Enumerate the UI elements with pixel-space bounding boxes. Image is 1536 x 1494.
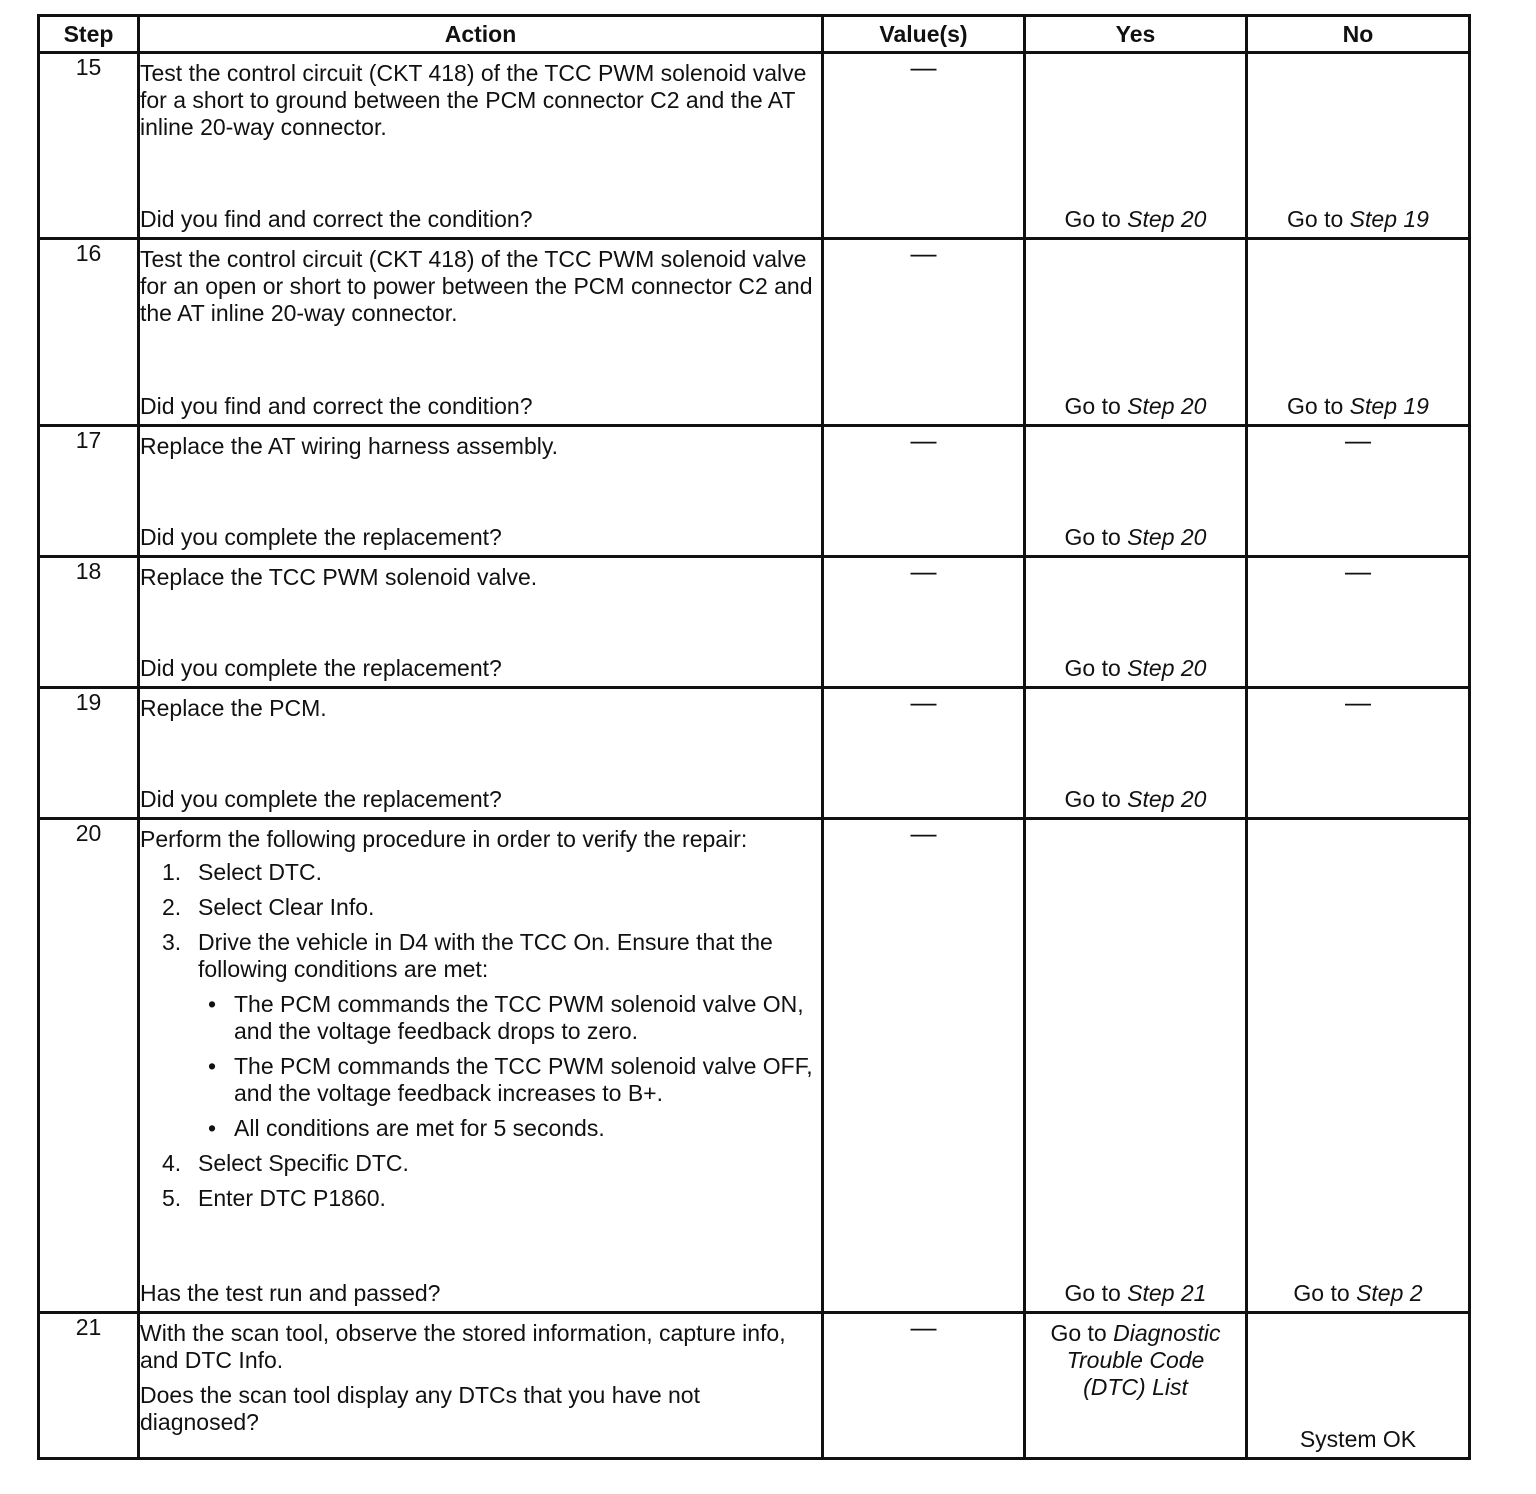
step-ref: Step 20 <box>1127 524 1207 550</box>
table-row-step-15 <box>39 53 1470 239</box>
action-cell <box>139 557 823 688</box>
action-text: Test the control circuit (CKT 418) of the TCC PWM solenoid valve for an open or short to power between the PCM connector C2 and the AT inline 20-way connector. <box>140 246 813 326</box>
procedure-step <box>140 859 821 886</box>
condition-item <box>198 1115 821 1142</box>
condition-text: The PCM commands the TCC PWM solenoid valve OFF, and the voltage feedback increases to B+. <box>234 1053 813 1106</box>
action-cell <box>139 426 823 557</box>
procedure-step-number: 2. <box>162 894 182 920</box>
goto-prefix: Go to <box>1064 786 1128 812</box>
step-ref: Step 19 <box>1349 393 1429 419</box>
action-cell <box>139 819 823 1313</box>
header-yes: Yes <box>1025 16 1247 53</box>
value-cell: — <box>823 557 1025 688</box>
goto-prefix: Go to <box>1064 1280 1128 1306</box>
action-question: Has the test run and passed? <box>140 1280 441 1306</box>
goto-prefix: Go to <box>1050 1320 1114 1346</box>
table-row-step-18 <box>39 557 1470 688</box>
action-question: Did you find and correct the condition? <box>140 393 533 419</box>
step-number: 15 <box>39 53 139 239</box>
action-question: Did you find and correct the condition? <box>140 206 533 232</box>
step-ref: Step 2 <box>1356 1280 1423 1306</box>
yes-goto-link[interactable] <box>1026 1320 1245 1401</box>
no-cell <box>1247 53 1470 239</box>
no-goto-link[interactable] <box>1293 1280 1422 1307</box>
yes-goto-link[interactable] <box>1065 655 1207 682</box>
procedure-step-text: Select Specific DTC. <box>198 1150 409 1176</box>
procedure-step-number: 5. <box>162 1185 182 1211</box>
header-values: Value(s) <box>823 16 1025 53</box>
step-ref: Step 21 <box>1127 1280 1207 1306</box>
goto-prefix: Go to <box>1293 1280 1357 1306</box>
yes-goto-link[interactable] <box>1065 1280 1207 1307</box>
procedure-step-text: Enter DTC P1860. <box>198 1185 386 1211</box>
action-question: Did you complete the replacement? <box>140 655 502 681</box>
no-cell-dash: — <box>1247 426 1470 557</box>
procedure-step <box>140 894 821 921</box>
table-row-step-21 <box>39 1313 1470 1459</box>
header-action: Action <box>139 16 823 53</box>
yes-goto-link[interactable] <box>1065 393 1207 420</box>
step-number: 18 <box>39 557 139 688</box>
goto-prefix: Go to <box>1287 393 1350 419</box>
no-cell-dash: — <box>1247 557 1470 688</box>
no-cell <box>1247 239 1470 426</box>
no-cell-dash: — <box>1247 688 1470 819</box>
action-text: Test the control circuit (CKT 418) of the TCC PWM solenoid valve for a short to ground between the PCM connector C2 and the AT inline 20-way connector. <box>140 60 807 140</box>
procedure-step-text: Drive the vehicle in D4 with the TCC On. Ensure that the following conditions are met: <box>198 929 773 982</box>
bullet-icon: • <box>208 1053 217 1079</box>
value-cell: — <box>823 239 1025 426</box>
step-number: 19 <box>39 688 139 819</box>
value-cell: — <box>823 53 1025 239</box>
step-ref: Step 20 <box>1127 393 1207 419</box>
condition-list <box>198 991 821 1142</box>
no-goto-link[interactable] <box>1287 206 1429 233</box>
procedure-step-number: 1. <box>162 859 182 885</box>
table-row-step-17 <box>39 426 1470 557</box>
action-question: Does the scan tool display any DTCs that you have not diagnosed? <box>140 1382 700 1435</box>
action-text: Replace the PCM. <box>140 695 327 721</box>
goto-prefix: Go to <box>1287 206 1350 232</box>
no-cell <box>1247 1313 1470 1459</box>
step-number: 16 <box>39 239 139 426</box>
value-cell: — <box>823 819 1025 1313</box>
action-cell <box>139 239 823 426</box>
action-cell <box>139 688 823 819</box>
header-row <box>39 16 1470 53</box>
action-cell <box>139 1313 823 1459</box>
condition-item <box>198 991 821 1045</box>
goto-prefix: Go to <box>1064 393 1128 419</box>
action-text: With the scan tool, observe the stored information, capture info, and DTC Info. <box>140 1320 786 1373</box>
step-ref: Step 20 <box>1127 206 1207 232</box>
condition-text: All conditions are met for 5 seconds. <box>234 1115 605 1141</box>
action-text: Replace the TCC PWM solenoid valve. <box>140 564 538 590</box>
procedure-step <box>140 1185 821 1212</box>
header-no: No <box>1247 16 1470 53</box>
yes-goto-link[interactable] <box>1065 524 1207 551</box>
yes-cell <box>1025 557 1247 688</box>
action-text: Replace the AT wiring harness assembly. <box>140 433 559 459</box>
table-row-step-19 <box>39 688 1470 819</box>
system-ok-text: System OK <box>1299 1426 1417 1452</box>
table-row-step-20 <box>39 819 1470 1313</box>
step-ref: Step 20 <box>1127 786 1207 812</box>
bullet-icon: • <box>208 1115 217 1141</box>
header-step: Step <box>39 16 139 53</box>
table-row-step-16 <box>39 239 1470 426</box>
goto-prefix: Go to <box>1064 206 1128 232</box>
condition-item <box>198 1053 821 1107</box>
step-number: 21 <box>39 1313 139 1459</box>
procedure-step-number: 3. <box>162 929 182 955</box>
procedure-list <box>140 859 821 1212</box>
procedure-step-number: 4. <box>162 1150 182 1176</box>
action-question: Did you complete the replacement? <box>140 786 502 812</box>
yes-goto-link[interactable] <box>1065 206 1207 233</box>
bullet-icon: • <box>208 991 217 1017</box>
action-question: Did you complete the replacement? <box>140 524 502 550</box>
step-ref: Diagnostic Trouble Code (DTC) List <box>1066 1320 1221 1400</box>
yes-cell <box>1025 426 1247 557</box>
action-intro: Perform the following procedure in order to verify the repair: <box>140 826 748 852</box>
step-ref: Step 20 <box>1127 655 1207 681</box>
value-cell: — <box>823 1313 1025 1459</box>
yes-cell <box>1025 688 1247 819</box>
goto-prefix: Go to <box>1064 524 1128 550</box>
yes-goto-link[interactable] <box>1065 786 1207 813</box>
yes-cell <box>1025 819 1247 1313</box>
no-goto-link[interactable] <box>1287 393 1429 420</box>
no-cell <box>1247 819 1470 1313</box>
diagnostic-table <box>37 14 1471 1460</box>
value-cell: — <box>823 426 1025 557</box>
procedure-step-text: Select Clear Info. <box>198 894 375 920</box>
step-number: 17 <box>39 426 139 557</box>
yes-cell <box>1025 1313 1247 1459</box>
action-cell <box>139 53 823 239</box>
value-cell: — <box>823 688 1025 819</box>
condition-text: The PCM commands the TCC PWM solenoid valve ON, and the voltage feedback drops to zero. <box>234 991 804 1044</box>
procedure-step <box>140 929 821 1142</box>
step-number: 20 <box>39 819 139 1313</box>
yes-cell <box>1025 53 1247 239</box>
goto-prefix: Go to <box>1064 655 1128 681</box>
procedure-step-text: Select DTC. <box>198 859 322 885</box>
procedure-step <box>140 1150 821 1177</box>
yes-cell <box>1025 239 1247 426</box>
step-ref: Step 19 <box>1349 206 1429 232</box>
